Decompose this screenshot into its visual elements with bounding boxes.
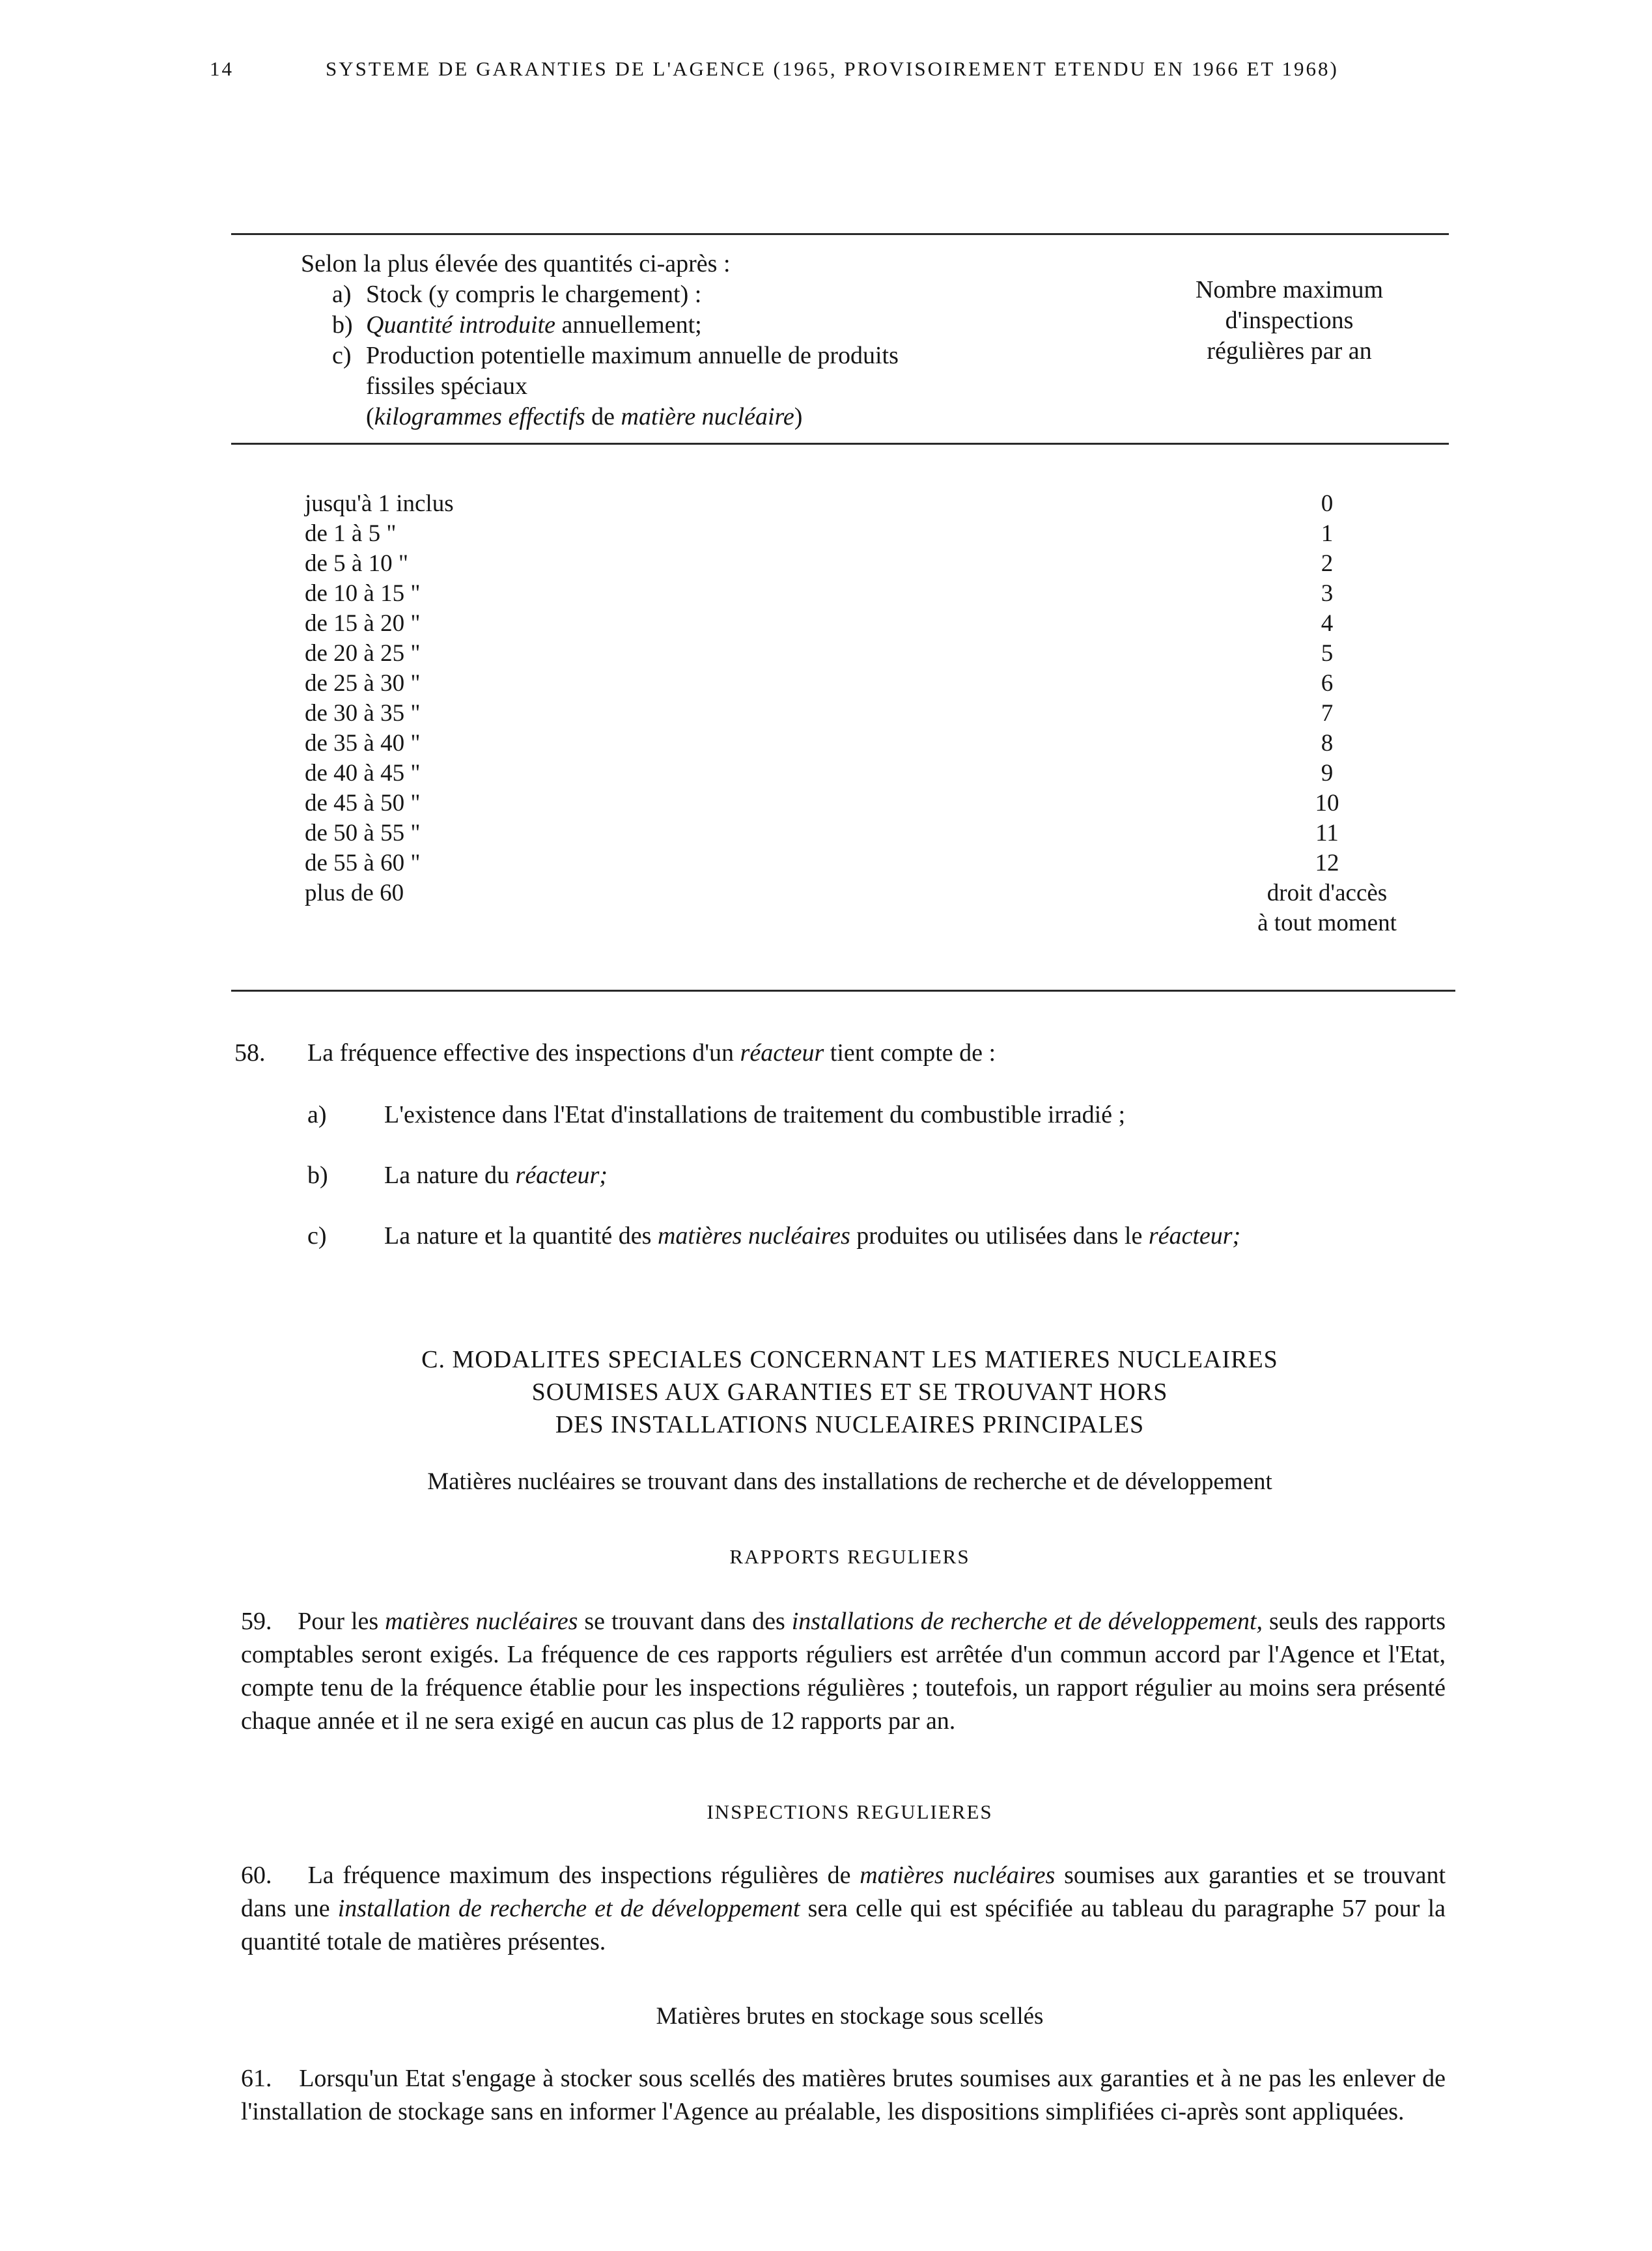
table-unit-note: [366, 402, 802, 432]
col-header-line: d'inspections: [1225, 307, 1354, 334]
text-run: produites ou utilisées dans le: [850, 1222, 1149, 1250]
text-run: Pour les: [298, 1608, 385, 1635]
paragraph-58-text: [307, 1039, 996, 1067]
paragraph-number: 61.: [241, 2065, 272, 2092]
value-cell: 9: [1321, 760, 1334, 787]
unit-italic: kilogrammes effectifs: [374, 403, 585, 430]
range-cell: de 15 à 20 ": [305, 610, 421, 637]
paragraph-60: [241, 1859, 1446, 1959]
item-text-group: [384, 1222, 1240, 1250]
italic-term: réacteur: [740, 1039, 824, 1067]
range-cell: de 1 à 5 ": [305, 520, 397, 547]
paragraph-number: 59.: [241, 1608, 272, 1635]
table-row-continued: [305, 909, 1425, 939]
table-row: [305, 849, 1425, 879]
text-run: se trouvant dans des: [578, 1608, 792, 1635]
table-row: [305, 699, 1425, 729]
italic-term: installations de recherche et de développement,: [791, 1608, 1263, 1635]
italic-term: matières nucléaires: [385, 1608, 578, 1635]
item-label: c): [307, 1222, 327, 1250]
brutes-heading: Matières brutes en stockage sous scellés: [656, 2003, 1044, 2030]
section-title-line: DES INSTALLATIONS NUCLEAIRES PRINCIPALES: [555, 1411, 1145, 1438]
unit-italic-2: matière nucléaire: [621, 403, 794, 430]
table-row: [305, 580, 1425, 609]
text-run: Lorsqu'un Etat s'engage à stocker sous scellés des matières brutes soumises aux garanties et à ne pas les enlever de l'installation de stockage sans en informer l'Agence au préalable, les dispositions simplifiées ci-après sont appliquées.: [241, 2065, 1446, 2125]
value-cell: 12: [1315, 850, 1339, 876]
text-run: La nature et la quantité des: [384, 1222, 658, 1250]
paragraph-59: [241, 1605, 1446, 1738]
table-intro: Selon la plus élevée des quantités ci-après :: [301, 250, 731, 277]
table-row: [305, 819, 1425, 849]
range-cell: de 10 à 15 ": [305, 580, 421, 607]
criterion-c: [332, 341, 899, 371]
text-run: soumises aux garanties et se trouvant dans une: [241, 1862, 1446, 1922]
value-cell: 11: [1315, 820, 1339, 846]
inspections-heading: INSPECTIONS REGULIERES: [707, 1800, 993, 1823]
value-cell: 2: [1321, 550, 1334, 577]
criterion-text: annuellement;: [555, 311, 702, 339]
criterion-label: a): [332, 281, 352, 308]
italic-term: réacteur;: [1148, 1222, 1241, 1250]
criterion-text: Production potentielle maximum annuelle de produits: [366, 342, 899, 369]
criterion-italic: Quantité introduite: [366, 311, 555, 339]
value-cell: 3: [1321, 580, 1334, 607]
table-row: [305, 729, 1425, 759]
value-cell: 10: [1315, 790, 1339, 817]
table-row: [305, 550, 1425, 580]
table-row: [305, 879, 1425, 909]
rapports-heading: RAPPORTS REGULIERS: [729, 1545, 970, 1568]
value-cell: droit d'accès: [1267, 880, 1388, 906]
criterion-b: [332, 310, 702, 341]
value-cell: 6: [1321, 670, 1334, 697]
table-row: [305, 520, 1425, 550]
value-cell: 0: [1321, 490, 1334, 517]
criterion-label: b): [332, 311, 353, 339]
range-cell: de 55 à 60 ": [305, 850, 421, 876]
italic-term: matières nucléaires: [860, 1862, 1056, 1889]
value-cell: 5: [1321, 640, 1334, 667]
text-run: seuls des rapports comptables seront exigés. La fréquence de ces rapports réguliers est arrêtée d'un commun accord par l'Agence et l'Etat, compte tenu de la fréquence établie pour les inspections régulières ; toutefois, un rapport régulier au moins sera présenté chaque année et il ne sera exigé en aucun cas plus de 12 rapports par an.: [241, 1608, 1446, 1735]
range-cell: de 5 à 10 ": [305, 550, 408, 577]
page-number: 14: [210, 57, 234, 80]
item-label: a): [307, 1101, 327, 1128]
range-cell: jusqu'à 1 inclus: [305, 490, 454, 517]
item-label: b): [307, 1162, 328, 1189]
section-title-line: C. MODALITES SPECIALES CONCERNANT LES MATIERES NUCLEAIRES: [421, 1346, 1278, 1373]
table-row: [305, 759, 1425, 789]
table-row: [305, 789, 1425, 819]
criterion-label: c): [332, 342, 352, 369]
range-cell: de 50 à 55 ": [305, 820, 421, 846]
text-run: La nature du: [384, 1162, 516, 1189]
item-58b: [307, 1161, 1479, 1194]
value-cell: 8: [1321, 730, 1334, 757]
table-row: [305, 609, 1425, 639]
range-cell: de 20 à 25 ": [305, 640, 421, 667]
table-row: [305, 669, 1425, 699]
col-header-line: régulières par an: [1207, 337, 1372, 365]
unit-mid: de: [585, 403, 621, 430]
running-title: SYSTEME DE GARANTIES DE L'AGENCE (1965, PROVISOIREMENT ETENDU EN 1966 ET 1968): [326, 57, 1339, 80]
item-58a: [307, 1100, 1479, 1133]
paren: ): [794, 403, 803, 430]
item-text-group: [384, 1161, 608, 1190]
italic-term: matières nucléaires: [657, 1222, 850, 1250]
range-cell: de 45 à 50 ": [305, 790, 421, 817]
range-cell: de 25 à 30 ": [305, 670, 421, 697]
range-cell: de 30 à 35 ": [305, 700, 421, 727]
value-cell: à tout moment: [1257, 910, 1397, 936]
text-run: sera celle qui est spécifiée au tableau du paragraphe 57 pour la quantité totale de matières présentes.: [241, 1895, 1446, 1955]
italic-term: installation de recherche et de développement: [337, 1895, 800, 1922]
criterion-a: [332, 279, 701, 310]
criterion-text: Stock (y compris le chargement) :: [366, 281, 702, 308]
italic-term: réacteur;: [515, 1162, 608, 1189]
paragraph-58: [234, 1039, 996, 1067]
range-cell: de 40 à 45 ": [305, 760, 421, 787]
value-cell: 7: [1321, 700, 1334, 727]
table-row: [305, 639, 1425, 669]
paragraph-number: 58.: [234, 1039, 266, 1067]
text-run: tient compte de :: [824, 1039, 996, 1067]
col-header-line: Nombre maximum: [1195, 276, 1384, 303]
range-cell: de 35 à 40 ": [305, 730, 421, 757]
section-title-line: SOUMISES AUX GARANTIES ET SE TROUVANT HORS: [531, 1378, 1168, 1406]
value-cell: 4: [1321, 610, 1334, 637]
value-cell: 1: [1321, 520, 1334, 547]
table-bottom-rule: [231, 990, 1455, 992]
table-column-header: [1153, 275, 1426, 367]
table-top-rule: [231, 233, 1449, 235]
paragraph-61: [241, 2062, 1446, 2129]
item-text: L'existence dans l'Etat d'installations de traitement du combustible irradié ;: [384, 1101, 1126, 1128]
range-cell: plus de 60: [305, 880, 404, 906]
table-header-rule: [231, 443, 1449, 445]
subsection-heading: Matières nucléaires se trouvant dans des installations de recherche et de développement: [427, 1468, 1272, 1495]
section-c-title: [199, 1343, 1501, 1441]
text-run: La fréquence maximum des inspections régulières de: [307, 1862, 860, 1889]
text-run: La fréquence effective des inspections d'un: [307, 1039, 740, 1067]
item-58c: [307, 1222, 1479, 1254]
paren: (: [366, 403, 374, 430]
table-row: [305, 490, 1425, 520]
paragraph-number: 60.: [241, 1862, 272, 1889]
criterion-c-continued: fissiles spéciaux: [366, 372, 528, 400]
